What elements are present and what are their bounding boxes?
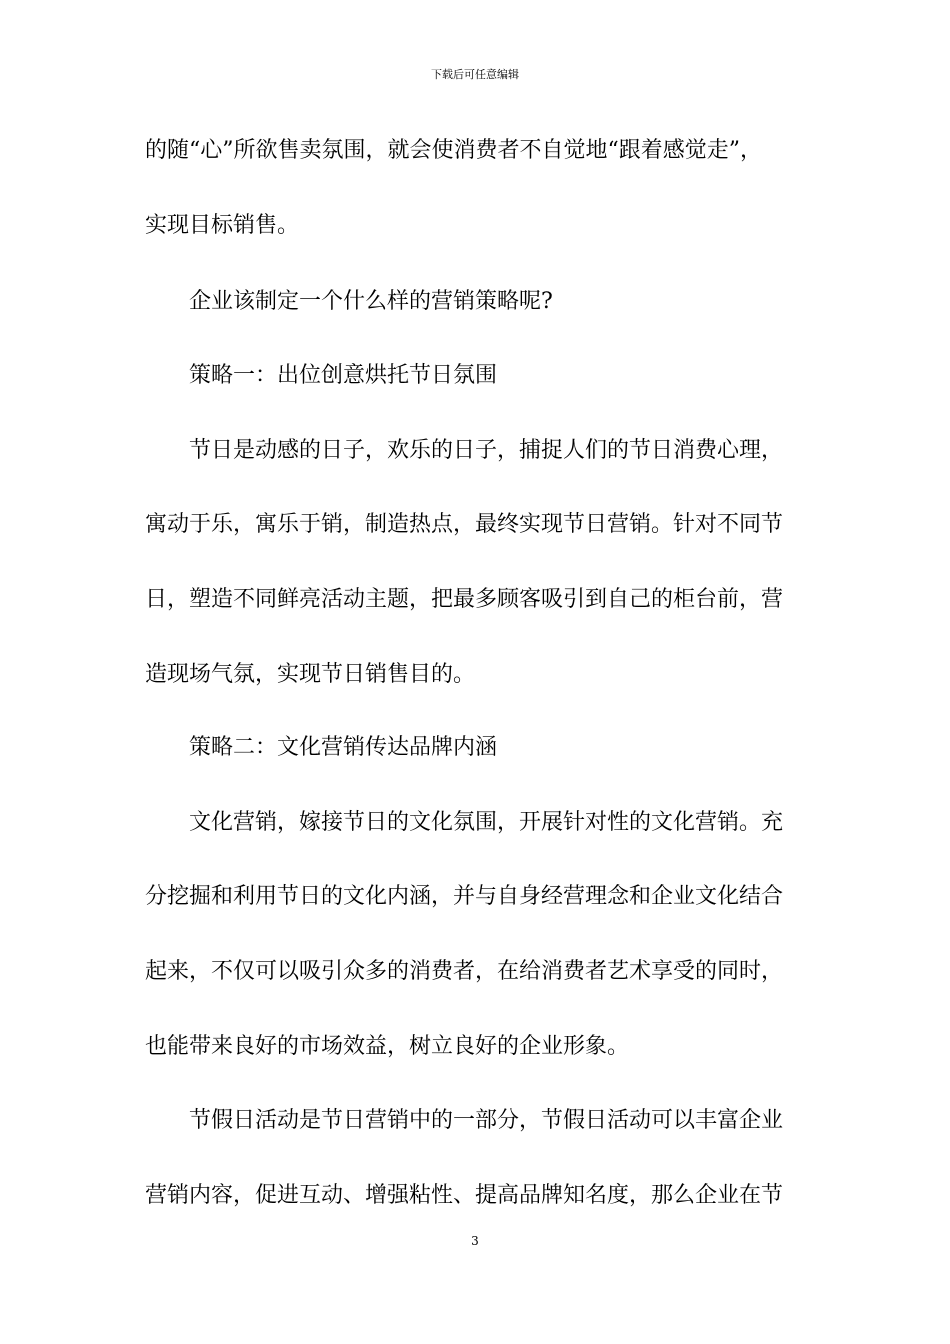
paragraph-line: 营销内容，促进互动、增强粘性、提高品牌知名度，那么企业在节 (145, 1183, 784, 1208)
page-header: 下载后可任意编辑 (431, 68, 519, 81)
strategy-heading-2: 策略二：文化营销传达品牌内涵 (189, 735, 498, 760)
paragraph-line: 寓动于乐，寓乐于销，制造热点，最终实现节日营销。针对不同节 (145, 512, 784, 537)
question-line: 企业该制定一个什么样的营销策略呢? (189, 289, 553, 314)
paragraph-line: 造现场气氛，实现节日销售目的。 (145, 662, 476, 687)
paragraph-line: 实现目标销售。 (145, 213, 300, 238)
paragraph-line: 节假日活动是节日营销中的一部分，节假日活动可以丰富企业 (189, 1108, 784, 1133)
paragraph-line: 的随“心”所欲售卖氛围，就会使消费者不自觉地“跟着感觉走”， (145, 138, 762, 163)
paragraph-line: 文化营销，嫁接节日的文化氛围，开展针对性的文化营销。充 (189, 810, 784, 835)
page-number: 3 (471, 1234, 479, 1248)
paragraph-line: 日，塑造不同鲜亮活动主题，把最多顾客吸引到自己的柜台前，营 (145, 587, 784, 612)
paragraph-line: 节日是动感的日子，欢乐的日子，捕捉人们的节日消费心理， (189, 438, 784, 463)
paragraph-line: 也能带来良好的市场效益，树立良好的企业形象。 (145, 1034, 630, 1059)
paragraph-line: 起来，不仅可以吸引众多的消费者，在给消费者艺术享受的同时， (145, 959, 784, 984)
paragraph-line: 分挖掘和利用节日的文化内涵，并与自身经营理念和企业文化结合 (145, 884, 784, 909)
strategy-heading-1: 策略一：出位创意烘托节日氛围 (189, 363, 498, 388)
